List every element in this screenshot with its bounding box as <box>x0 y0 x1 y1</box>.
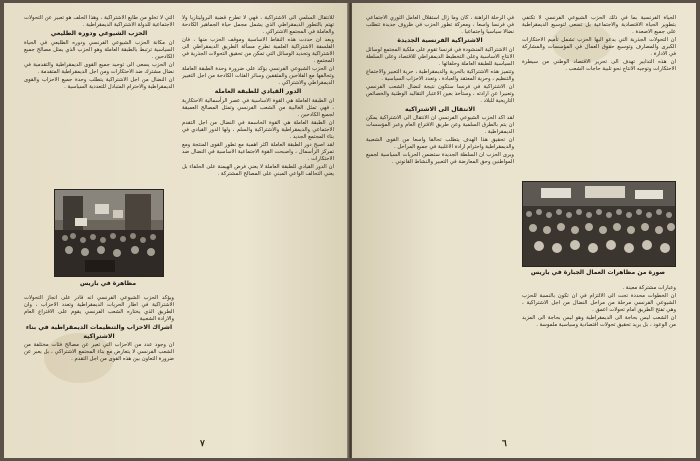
paragraph: لقد اكد الحزب الشيوعي الفرنسي ان الانتقال الى الاشتراكية يمكن ان يتم بالطرق السلمية وعن طريق الاقتراع العام وعبر المؤسسات الديمقراطية . <box>366 115 514 135</box>
photo-caption: صورة من مظاهرات العمال الجبارة في باريس <box>530 269 666 276</box>
paragraph: ان تحقيق هذا الهدف يتطلب تحالفا واسعا من القوى الشعبية والديمقراطية واحترام ارادة الاغلبية في جميع المراحل . <box>366 137 514 150</box>
section-heading: اشراك الاحزاب والتنظيمات الديمقراطية في بناء الاشتراكية <box>25 324 173 340</box>
paragraph: ان الخطوات محددة تحت الى الالتزام في ان تكون بالنسبة للحزب الشيوعي الفرنسي مرحلة من مراحل النضال من اجل الاشتراكية ، وهي تفتح الطريق امام تحولات اعمق . <box>522 293 676 313</box>
paragraph: وتتميز هذه الاشتراكية بالحرية والديمقراطية ، حرية التعبير والاجتماع والتنظيم ، وحرية المعتقد والعبادة ، وتعدد الاحزاب السياسية . <box>366 68 514 82</box>
paragraph: ان وجود عدد من الاحزاب التي تعبر عن مصالح فئات مختلفة من الشعب الفرنسي لا يتعارض مع بناء المجتمع الاشتراكي ، بل يعبر عن ضرورة التعاون بين هذه القوى من اجل التقدم . <box>24 342 174 362</box>
paragraph: ان هذه التدابير تهدف الى تحرير الاقتصاد الوطني من سيطرة الاحتكارات وتوجيه الانتاج نحو تلبية حاجات الشعب . <box>522 59 676 72</box>
section-heading: الاشتراكية الفرنسية الجديدة <box>397 37 483 44</box>
paragraph: ويرى الحزب ان السلطة الجديدة ستضمن الحريات السياسية لجميع المواطنين وحق المعارضة في التعبير والنشاط القانوني . <box>366 152 514 165</box>
left-page-right-column <box>182 15 334 435</box>
page-number: ٧ <box>200 439 205 449</box>
paragraph: التي لا تخلو من طابع الاشتراكية ، وهذا الحلف هو تعبير عن التحولات الاجتماعية للدولة الاشتراكية الديمقراطية . <box>24 15 174 28</box>
paragraph: في الرحلة الراهنة ، كان وما زال استقلال العامل الثوري الاجتماعي في فرنسا واسعا ، ومعركة تطور الحزب في ظروف جديدة تتطلب نضالا سياسيا واجتماعيا . <box>366 15 514 35</box>
right-page <box>352 3 696 458</box>
paragraph: ان الطبقة العاملة هي القوة الاساسية في عصر الرأسمالية الاحتكارية ، فهي تمثل الغالبية من الشعب الفرنسي وتمثل المصالح العميقة لجميع الكادحين . <box>182 97 334 118</box>
paragraph: ان الطبقة العاملة هي القوة الحاسمة في النضال من اجل التقدم الاجتماعي والديمقراطية والاشتراكية والسلم ، ولها الدور القيادي في بناء المجتمع الجديد . <box>182 119 334 140</box>
paragraph: للانتقال السلمي الى الاشتراكية ، فهي لا تطرح قضية البروليتاريا ولا تهتم بالتطور الديمقراطي الذي يشمل مجمل حياة الجماهير الكادحة والعاملة في المجتمع الاشتراكي . <box>182 15 334 35</box>
paragraph: ويؤكد الحزب الشيوعي الفرنسي انه قادر على انجاز التحولات الاشتراكية في اطار الحريات الديمقراطية وتعدد الاحزاب ، وان الطريق الذي يختاره الشعب الفرنسي يقوم على الاقتراع العام والارادة الشعبية . <box>24 295 174 322</box>
left-page <box>4 3 349 458</box>
paragraph: لقد اصبح دور الطبقة العاملة اكثر اهمية مع تطور القوى المنتجة ومع تمركز الرأسمال ، واصبحت القوة الاجتماعية الاساسية في النضال ضد الاحتكارات . <box>182 141 334 162</box>
paragraph: ان الاشتراكية في فرنسا ستكون نتيجة لنضال الشعب الفرنسي وتعبيرا عن ارادته ، وستأخذ بعين الاعتبار التقاليد الوطنية والخصائص التاريخية للبلاد . <box>366 83 514 104</box>
booklet-spread <box>4 3 696 458</box>
section-heading: الحزب الشيوعي ودوره الطليعي <box>50 30 148 37</box>
paragraph: ان الحزب يسعى الى توحيد جميع القوى الديمقراطية والتقدمية في نضال مشترك ضد الاحتكارات ومن اجل الديمقراطية المتقدمة . <box>24 61 174 75</box>
paragraph: ان مكانة الحزب الشيوعي الفرنسي ودوره الطليعي في الحياة السياسية ترتبط بالطبقة العاملة وهو الحزب الذي يمثل مصالح جميع الكادحين . <box>24 39 174 60</box>
page-number: ٦ <box>502 439 507 449</box>
paragraph: ان الحزب الشيوعي الفرنسي يؤكد على ضرورة وحدة الطبقة العاملة وتحالفها مع الفلاحين والمثقفين وسائر الفئات الكادحة من اجل التغيير الديمقراطي والاشتراكي . <box>182 66 334 86</box>
right-page-right-column-bottom <box>522 285 676 435</box>
paragraph: ان الشعب ليس بحاجة الى الديمقراطية وهو ليس بحاجة الى المزيد من الوعود ، بل يريد تحقيق تحولات اقتصادية وسياسية ملموسة . <box>522 315 676 328</box>
right-page-right-column-top <box>522 15 676 175</box>
paragraph: ان الدور القيادي للطبقة العاملة لا يعني فرض الهيمنة على الحلفاء بل يعني التحالف الواعي المبني على المصالح المشتركة . <box>182 163 334 177</box>
paragraph: ان الاشتراكية المنشودة في فرنسا تقوم على ملكية المجتمع لوسائل الانتاج الاساسية وعلى التخطيط الديمقراطي للاقتصاد وعلى السلطة السياسية للطبقة العاملة وحلفائها . <box>366 46 514 67</box>
section-heading: الدور القيادي للطبقة العاملة <box>214 88 302 95</box>
left-page-left-column-top <box>24 15 174 180</box>
paragraph: الحياة الفرنسية بما في ذلك الحزب الشيوعي الفرنسي لا تكتفي بتطوير الحياة الاقتصادية والاجتماعية بل تسعى لتوسيع الديمقراطية على جميع الاصعدة . <box>522 15 676 35</box>
photo-caption: مظاهرة في باريس <box>79 280 137 287</box>
paragraph: ان النضال من اجل الاشتراكية يتطلب وحدة جميع الاحزاب والقوى الديمقراطية والاحترام المتبادل للتعددية السياسية . <box>24 76 174 90</box>
right-page-left-column <box>366 15 514 435</box>
left-page-left-column-bottom <box>24 295 174 435</box>
paragraph: وعبارات مشتركة معينة . <box>622 285 676 291</box>
paragraph: ان التحولات الجذرية التي يدعو اليها الحزب تشمل تأميم الاحتكارات الكبرى والمصارف وتوسيع حقوق العمال في المؤسسات والمشاركة في الادارة . <box>522 37 676 57</box>
demonstration-photo <box>54 189 164 277</box>
paragraph: وبعد ان حددت هذه النقاط الاساسية وموقف الحزب منها ، فان الفلسفة الاشتراكية العلمية تطرح مسألة الطريق الديمقراطي الى الاشتراكية وتحديد الوسائل التي تمكن من تحقيق التحولات الجذرية في المجتمع . <box>182 37 334 64</box>
section-heading: الانتقال الى الاشتراكية <box>405 105 475 113</box>
workers-demonstration-photo <box>522 181 676 267</box>
